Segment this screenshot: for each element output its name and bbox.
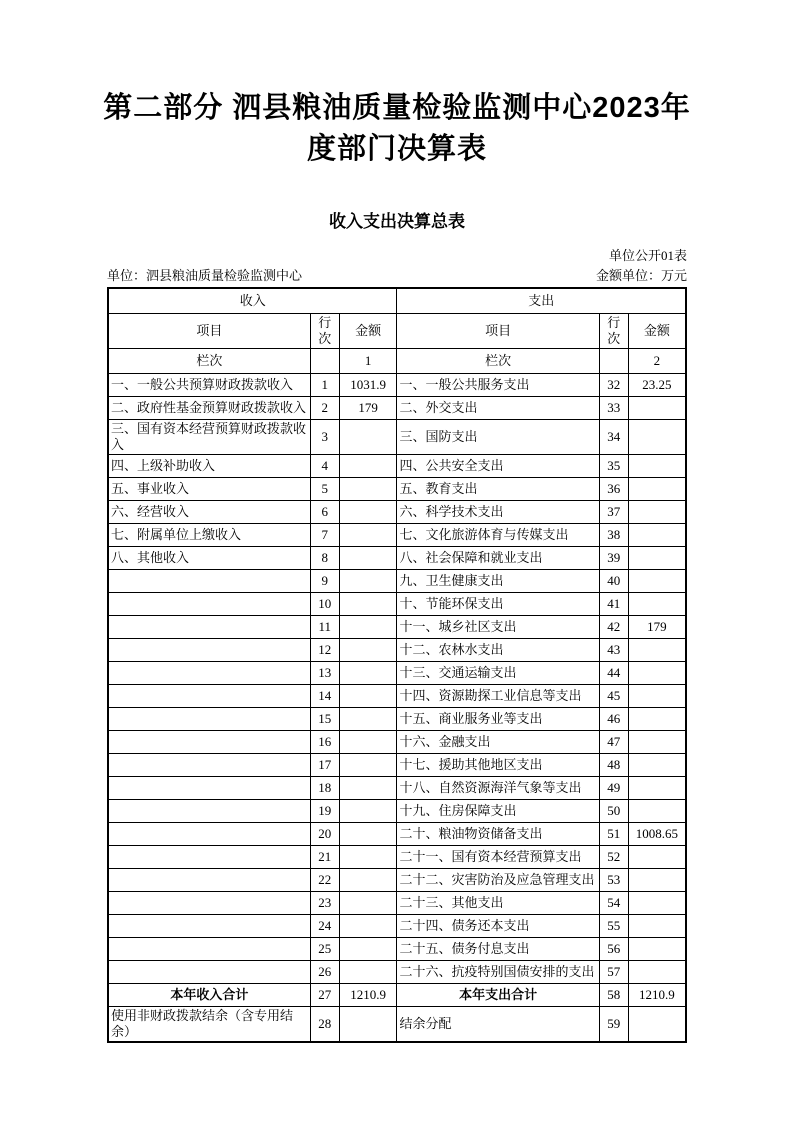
expense-amount-cell: 179 [628,616,686,639]
expense-item-cell: 九、卫生健康支出 [397,570,599,593]
income-amount-cell [339,869,397,892]
income-item-cell [108,639,310,662]
income-rowno-header: 行次 [310,314,339,349]
income-column-number: 1 [339,349,397,374]
income-item-cell: 六、经营收入 [108,501,310,524]
expense-amount-cell [628,547,686,570]
expense-rowno-cell: 48 [599,754,628,777]
expense-rowno-cell: 55 [599,915,628,938]
income-rowno-cell: 19 [310,800,339,823]
expense-rowno-cell: 44 [599,662,628,685]
expense-rowno-cell: 56 [599,938,628,961]
expense-amount-cell [628,685,686,708]
expense-amount-cell [628,754,686,777]
expense-amount-cell [628,800,686,823]
table-row [108,915,686,938]
income-amount-cell [339,892,397,915]
income-rowno-cell: 18 [310,777,339,800]
income-item-header: 项目 [108,314,310,349]
income-rowno-cell: 21 [310,846,339,869]
expense-amount-cell [628,731,686,754]
table-row [108,570,686,593]
income-amount-cell [339,478,397,501]
income-amount-cell [339,823,397,846]
expense-item-cell: 二、外交支出 [397,397,599,420]
expense-amount-cell [628,524,686,547]
income-rowno-cell: 4 [310,455,339,478]
expense-item-header: 项目 [397,314,599,349]
income-rowno-cell: 9 [310,570,339,593]
expense-amount-cell: 1210.9 [628,984,686,1007]
expense-item-cell: 十六、金融支出 [397,731,599,754]
expense-item-cell: 二十一、国有资本经营预算支出 [397,846,599,869]
income-item-cell [108,685,310,708]
amount-unit-label: 金额单位：万元 [595,268,687,283]
income-amount-cell [339,731,397,754]
expense-item-cell: 十五、商业服务业等支出 [397,708,599,731]
income-rowno-cell: 15 [310,708,339,731]
expense-amount-cell [628,455,686,478]
expense-item-cell: 十二、农林水支出 [397,639,599,662]
expense-item-cell: 十三、交通运输支出 [397,662,599,685]
income-item-cell [108,570,310,593]
column-header-row [108,314,686,349]
income-amount-cell [339,1007,397,1043]
expense-amount-cell [628,639,686,662]
income-amount-cell: 1210.9 [339,984,397,1007]
income-item-cell [108,731,310,754]
expense-item-cell: 十九、住房保障支出 [397,800,599,823]
table-row [108,938,686,961]
table-row [108,397,686,420]
expense-item-cell: 一、一般公共服务支出 [397,374,599,397]
income-amount-cell [339,662,397,685]
expense-rowno-cell: 52 [599,846,628,869]
income-item-cell [108,708,310,731]
expense-rowno-cell: 40 [599,570,628,593]
expense-item-cell: 五、教育支出 [397,478,599,501]
income-amount-cell [339,639,397,662]
expense-column-number: 2 [628,349,686,374]
income-amount-cell [339,616,397,639]
table-row [108,501,686,524]
income-amount-cell [339,420,397,455]
income-amount-cell: 179 [339,397,397,420]
table-row [108,869,686,892]
table-row [108,984,686,1007]
expense-amount-cell [628,593,686,616]
table-row [108,708,686,731]
income-amount-cell [339,846,397,869]
income-item-cell [108,593,310,616]
expense-amount-cell [628,938,686,961]
table-row [108,823,686,846]
expense-amount-cell [628,777,686,800]
expense-item-cell: 二十五、债务付息支出 [397,938,599,961]
expense-amount-cell [628,915,686,938]
expense-rowno-cell: 45 [599,685,628,708]
expense-rowno-cell: 51 [599,823,628,846]
income-item-cell: 七、附属单位上缴收入 [108,524,310,547]
table-row [108,961,686,984]
expense-amount-cell [628,869,686,892]
expense-item-cell: 七、文化旅游体育与传媒支出 [397,524,599,547]
income-amount-header: 金额 [339,314,397,349]
expense-amount-cell [628,846,686,869]
income-rowno-cell: 16 [310,731,339,754]
income-rowno-cell: 2 [310,397,339,420]
income-rowno-cell: 24 [310,915,339,938]
income-rowno-cell: 5 [310,478,339,501]
income-rowno-cell: 1 [310,374,339,397]
income-item-cell [108,777,310,800]
income-rowno-cell: 27 [310,984,339,1007]
income-rowno-cell: 17 [310,754,339,777]
expense-item-cell: 十四、资源勘探工业信息等支出 [397,685,599,708]
expense-item-cell: 结余分配 [397,1007,599,1043]
income-amount-cell [339,915,397,938]
income-rowno-cell: 8 [310,547,339,570]
expense-item-cell: 六、科学技术支出 [397,501,599,524]
income-rowno-cell: 6 [310,501,339,524]
income-item-cell [108,616,310,639]
income-rowno-cell: 12 [310,639,339,662]
income-amount-cell [339,593,397,616]
expense-amount-cell [628,478,686,501]
info-line [107,267,687,284]
expense-rowno-cell: 47 [599,731,628,754]
expense-rowno-cell: 38 [599,524,628,547]
income-rowno-cell: 28 [310,1007,339,1043]
table-row [108,374,686,397]
table-row [108,846,686,869]
expense-rowno-cell: 36 [599,478,628,501]
expense-rowno-cell: 35 [599,455,628,478]
income-amount-cell [339,501,397,524]
expense-item-cell: 三、国防支出 [397,420,599,455]
expense-rowno-cell: 49 [599,777,628,800]
income-item-cell [108,846,310,869]
table-row [108,639,686,662]
table-row [108,1007,686,1043]
expense-amount-cell [628,501,686,524]
table-row [108,754,686,777]
income-amount-cell [339,777,397,800]
expense-rowno-cell: 34 [599,420,628,455]
expense-item-cell: 二十六、抗疫特别国债安排的支出 [397,961,599,984]
table-row [108,616,686,639]
expense-rowno-cell: 43 [599,639,628,662]
expense-rowno-cell: 46 [599,708,628,731]
income-item-cell [108,823,310,846]
income-item-cell [108,869,310,892]
table-row [108,892,686,915]
table-code: 单位公开01表 [608,248,687,263]
expense-amount-cell [628,961,686,984]
income-rowno-cell: 11 [310,616,339,639]
expense-amount-cell [628,420,686,455]
expense-amount-cell: 1008.65 [628,823,686,846]
expense-item-cell: 四、公共安全支出 [397,455,599,478]
income-amount-cell [339,961,397,984]
income-item-cell: 使用非财政拨款结余（含专用结余） [108,1007,310,1043]
income-item-cell: 本年收入合计 [108,984,310,1007]
income-amount-cell [339,800,397,823]
table-row [108,478,686,501]
income-rowno-cell: 23 [310,892,339,915]
income-item-cell: 八、其他收入 [108,547,310,570]
table-row [108,800,686,823]
income-item-cell: 一、一般公共预算财政拨款收入 [108,374,310,397]
expense-rowno-cell: 58 [599,984,628,1007]
expense-item-cell: 二十二、灾害防治及应急管理支出 [397,869,599,892]
expense-rowno-cell: 54 [599,892,628,915]
income-item-cell: 五、事业收入 [108,478,310,501]
expense-lanci-label: 栏次 [397,349,599,374]
expense-rowno-cell: 37 [599,501,628,524]
table-row [108,731,686,754]
income-amount-cell [339,708,397,731]
income-expense-summary-table [107,287,687,1043]
income-item-cell [108,800,310,823]
expense-item-cell: 十一、城乡社区支出 [397,616,599,639]
income-amount-cell [339,455,397,478]
expense-amount-cell [628,397,686,420]
income-item-cell [108,938,310,961]
table-row [108,420,686,455]
expense-rowno-cell: 41 [599,593,628,616]
table-row [108,685,686,708]
income-amount-cell [339,570,397,593]
income-item-cell [108,754,310,777]
expense-rowno-cell: 42 [599,616,628,639]
expense-item-cell: 十七、援助其他地区支出 [397,754,599,777]
unit-label: 单位：泗县粮油质量检验监测中心 [107,268,303,283]
income-rowno-cell: 22 [310,869,339,892]
income-rowno-cell: 20 [310,823,339,846]
income-item-cell: 三、国有资本经营预算财政拨款收入 [108,420,310,455]
table-row [108,593,686,616]
expense-lanci-rowno [599,349,628,374]
expense-amount-cell [628,662,686,685]
expense-amount-cell [628,892,686,915]
expense-rowno-header: 行次 [599,314,628,349]
table-title: 收入支出决算总表 [329,212,465,231]
income-item-cell: 二、政府性基金预算财政拨款收入 [108,397,310,420]
income-lanci-label: 栏次 [108,349,310,374]
expense-amount-cell [628,1007,686,1043]
income-rowno-cell: 13 [310,662,339,685]
income-rowno-cell: 7 [310,524,339,547]
income-rowno-cell: 10 [310,593,339,616]
document-title: 第二部分 泗县粮油质量检验监测中心2023年度部门决算表 [103,92,691,165]
table-row [108,524,686,547]
table-row [108,662,686,685]
expense-amount-cell [628,570,686,593]
expense-item-cell: 二十三、其他支出 [397,892,599,915]
expense-rowno-cell: 39 [599,547,628,570]
income-rowno-cell: 26 [310,961,339,984]
expense-item-cell: 十八、自然资源海洋气象等支出 [397,777,599,800]
income-amount-cell [339,754,397,777]
income-section-header: 收入 [108,288,397,314]
income-amount-cell [339,547,397,570]
expense-rowno-cell: 53 [599,869,628,892]
expense-rowno-cell: 32 [599,374,628,397]
expense-rowno-cell: 33 [599,397,628,420]
income-item-cell [108,915,310,938]
income-amount-cell [339,685,397,708]
income-item-cell [108,961,310,984]
expense-item-cell: 二十四、债务还本支出 [397,915,599,938]
expense-rowno-cell: 57 [599,961,628,984]
expense-item-cell: 本年支出合计 [397,984,599,1007]
expense-section-header: 支出 [397,288,686,314]
table-row [108,547,686,570]
income-amount-cell [339,938,397,961]
income-rowno-cell: 14 [310,685,339,708]
income-lanci-rowno [310,349,339,374]
income-item-cell: 四、上级补助收入 [108,455,310,478]
expense-amount-cell: 23.25 [628,374,686,397]
income-amount-cell: 1031.9 [339,374,397,397]
expense-amount-cell [628,708,686,731]
summary-table-body [108,288,686,1042]
income-rowno-cell: 25 [310,938,339,961]
income-rowno-cell: 3 [310,420,339,455]
expense-rowno-cell: 59 [599,1007,628,1043]
table-row [108,455,686,478]
table-area [107,248,687,1043]
income-amount-cell [339,524,397,547]
table-row [108,777,686,800]
expense-item-cell: 八、社会保障和就业支出 [397,547,599,570]
expense-item-cell: 十、节能环保支出 [397,593,599,616]
income-item-cell [108,892,310,915]
column-number-row [108,349,686,374]
section-header-row [108,288,686,314]
expense-amount-header: 金额 [628,314,686,349]
income-item-cell [108,662,310,685]
expense-item-cell: 二十、粮油物资储备支出 [397,823,599,846]
expense-rowno-cell: 50 [599,800,628,823]
